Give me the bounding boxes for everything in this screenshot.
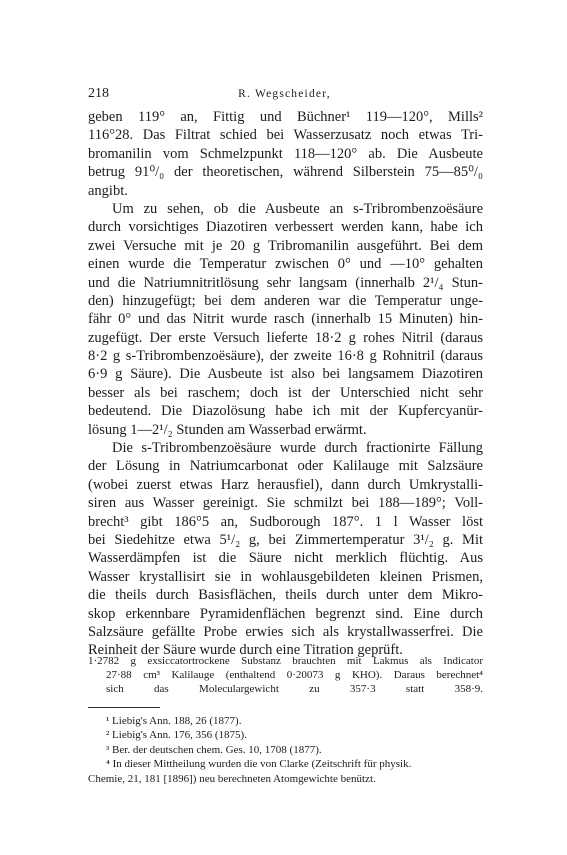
- text-line: bedeutend. Die Diazolösung habe ich mit der Kupfercyanür-: [88, 403, 483, 420]
- text-line: brecht³ gibt 186°5 an, Sudborough 187°. 1 l Wasser löst: [88, 513, 483, 530]
- footnote-line: ² Liebig's Ann. 176, 356 (1875).: [106, 729, 247, 742]
- text-line: zugefügt. Der erste Versuch lieferte 18·2 g rohes Nitril (daraus: [88, 329, 483, 346]
- text-line: skop erkennbare Pyramidenflächen begrenzt sind. Eine durch: [88, 605, 483, 622]
- text-line: besser als bei raschem; doch ist der Unterschied nicht sehr: [88, 384, 483, 401]
- page-number: 218: [88, 86, 109, 101]
- footnote-line: ⁴ In dieser Mittheilung wurden die von Clarke (Zeitschrift für physik.: [106, 758, 412, 771]
- text-line: Die s-Tribrombenzoësäure wurde durch fractionirte Fällung: [112, 440, 483, 457]
- text-line: (wobei zuerst etwas Harz herausfiel), dann durch Umkrystalli-: [88, 476, 483, 493]
- footnote-line: ³ Ber. der deutschen chem. Ges. 10, 1708 (1877).: [106, 743, 322, 756]
- text-line: den) hinzugefügt; bei dem anderen war die Temperatur unge-: [88, 292, 483, 309]
- text-line: Wasserdämpfen ist die Säure nicht merklich flüchtig. Aus: [88, 550, 483, 567]
- running-head: R. Wegscheider,: [238, 88, 331, 100]
- page-header: [88, 86, 481, 104]
- text-line: 6·9 g Säure). Die Ausbeute ist also bei langsamem Diazotiren: [88, 366, 483, 383]
- footnote-line: ¹ Liebig's Ann. 188, 26 (1877).: [106, 715, 242, 727]
- text-line: 8·2 g s-Tribrombenzoësäure), der zweite 16·8 g Rohnitril (daraus: [88, 348, 483, 365]
- text-line: durch vorsichtiges Diazotiren verbessert werden kann, habe ich: [88, 219, 483, 236]
- text-line: betrug 91⁰/₀ der theoretischen, während Silberstein 75—85⁰/₀: [88, 164, 483, 181]
- text-line: Um zu sehen, ob die Ausbeute an s-Tribrombenzoësäure: [112, 200, 483, 217]
- text-line: zwei Versuche mit je 20 g Tribromanilin ausgeführt. Bei dem: [88, 237, 483, 254]
- text-line: bromanilin vom Schmelzpunkt 118—120° ab. Die Ausbeute: [88, 145, 483, 162]
- note-line: sich das Moleculargewicht zu 357·3 statt 358·9.: [106, 683, 483, 696]
- text-line: der Lösung in Natriumcarbonat oder Kalilauge mit Salzsäure: [88, 458, 483, 475]
- text-line: siren aus Wasser gereinigt. Sie schmilzt bei 188—189°; Voll-: [88, 495, 483, 512]
- footnote-line: Chemie, 21, 181 [1896]) neu berechneten Atomgewichte benützt.: [88, 772, 376, 785]
- text-line: bei Siedehitze etwa 5¹/₂ g, bei Zimmertemperatur 3¹/₂ g. Mit: [88, 531, 483, 548]
- footnote-rule: [88, 707, 160, 708]
- text-line: fähr 0° und das Nitrit wurde rasch (innerhalb 15 Minuten) hin-: [88, 311, 483, 328]
- text-line: angibt.: [88, 182, 128, 199]
- text-line: und die Natriumnitritlösung sehr langsam (innerhalb 2¹/₄ Stun-: [88, 274, 483, 291]
- text-line: die theils durch Basisflächen, theils durch unter dem Mikro-: [88, 587, 483, 604]
- titration-note: [88, 654, 483, 697]
- text-line: geben 119° an, Fittig und Büchner¹ 119—120°, Mills²: [88, 109, 483, 125]
- text-line: einen wurde die Temperatur zwischen 0° und —10° gehalten: [88, 256, 483, 273]
- note-line: 27·88 cm³ Kalilauge (enthaltend 0·20073 g KHO). Daraus berechnet⁴: [106, 669, 483, 682]
- text-line: Salzsäure gefällte Probe erwies sich als krystallwasserfrei. Die: [88, 623, 483, 640]
- text-line: 116°28. Das Filtrat schied bei Wasserzusatz noch etwas Tri-: [88, 127, 483, 144]
- text-line: Reinheit der Säure wurde durch eine Titration geprüft.: [88, 642, 403, 659]
- text-line: lösung 1—2¹/₂ Stunden am Wasserbad erwärmt.: [88, 421, 367, 438]
- text-line: Wasser krystallisirt sie in wohlausgebildeten kleinen Prismen,: [88, 568, 483, 585]
- footnotes: [88, 714, 483, 786]
- body-text: [88, 108, 483, 660]
- note-line: 1·2782 g exsiccatortrockene Substanz brauchten mit Lakmus als Indicator: [88, 655, 483, 667]
